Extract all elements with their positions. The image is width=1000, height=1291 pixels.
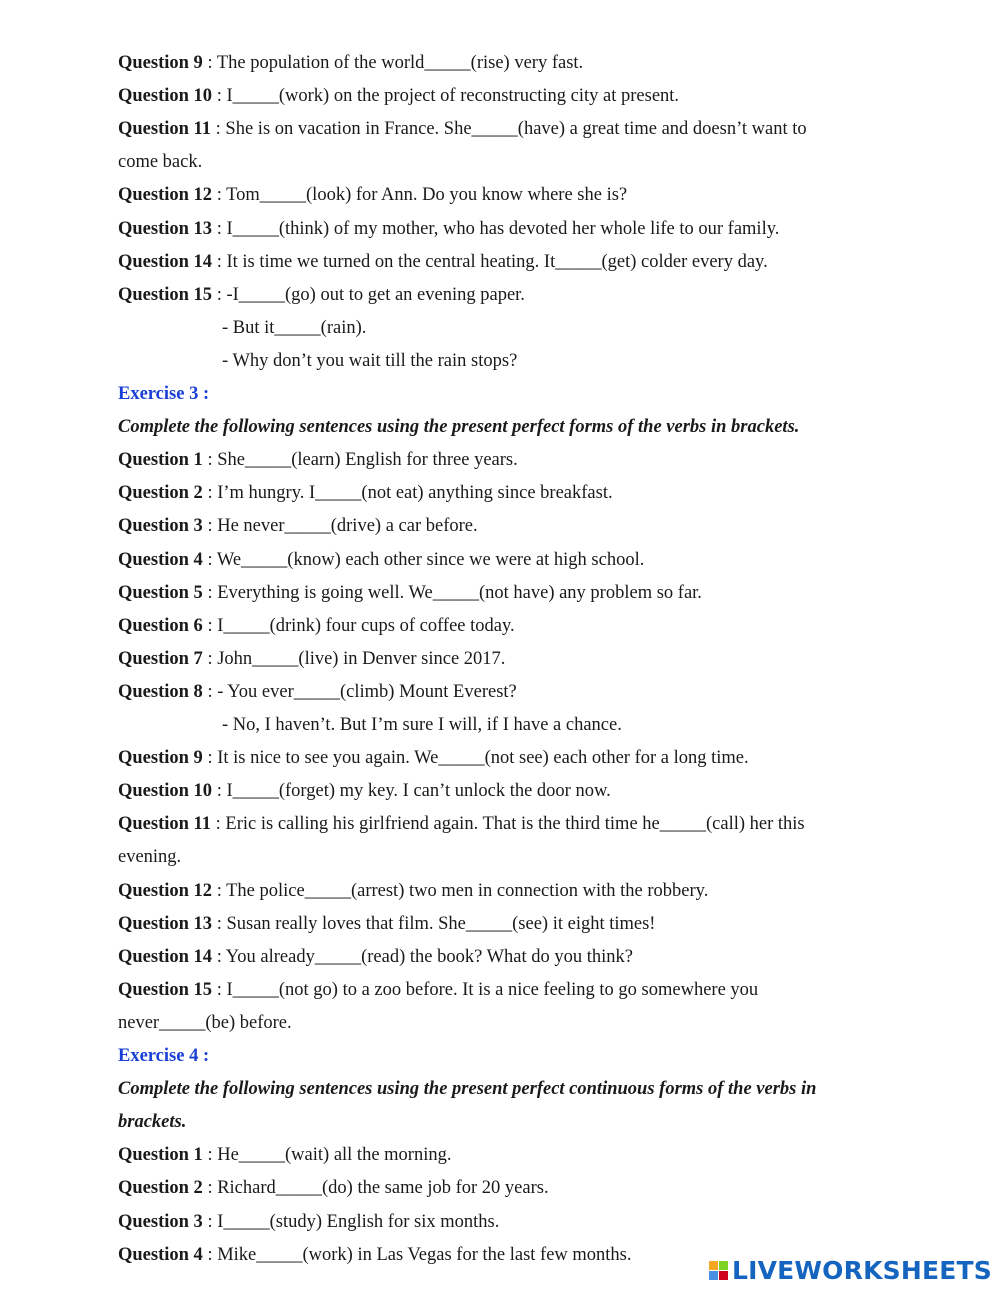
question-label: Question 10 — [118, 781, 213, 802]
question-label: Question 7 — [118, 648, 203, 669]
question-text: : Susan really loves that film. She_____(see) it eight times! — [212, 913, 656, 934]
question-line — [118, 809, 805, 839]
question-continuation — [222, 313, 366, 343]
question-label: Question 14 — [118, 946, 213, 967]
question-line — [118, 48, 583, 78]
question-text: : I_____(study) English for six months. — [202, 1211, 500, 1232]
question-line — [118, 445, 518, 475]
question-text: : It is time we turned on the central heating. It_____(get) colder every day. — [212, 251, 768, 272]
exercise-heading — [118, 379, 209, 409]
question-text: : You already_____(read) the book? What do you think? — [212, 946, 634, 967]
question-continuation — [118, 147, 202, 177]
brand-name: LIVEWORKSHEETS — [731, 1256, 992, 1285]
question-label: Question 15 — [118, 284, 213, 305]
exercise-instruction — [118, 1107, 186, 1137]
question-label: Question 9 — [118, 748, 203, 769]
logo-blocks-icon — [709, 1261, 728, 1280]
question-label: Question 1 — [118, 450, 203, 471]
exercise-instruction — [118, 412, 799, 442]
instruction-text: brackets. — [118, 1112, 187, 1133]
question-line — [118, 511, 478, 541]
question-label: Question 11 — [118, 814, 212, 835]
question-label: Question 3 — [118, 516, 203, 537]
question-line — [118, 611, 515, 641]
question-line — [118, 975, 758, 1005]
question-label: Question 12 — [118, 185, 213, 206]
question-text: come back. — [118, 152, 203, 173]
question-label: Question 9 — [118, 53, 203, 73]
question-text: : I_____(not go) to a zoo before. It is a nice feeling to go somewhere you — [212, 979, 759, 1000]
question-text: - No, I haven’t. But I’m sure I will, if I have a chance. — [222, 715, 622, 735]
question-line — [118, 677, 517, 707]
question-text: : I’m hungry. I_____(not eat) anything since breakfast. — [202, 483, 613, 504]
exercise-heading-text: Exercise 4 : — [118, 1046, 210, 1066]
question-text: : Richard_____(do) the same job for 20 years. — [202, 1178, 549, 1199]
question-continuation — [222, 710, 622, 740]
question-continuation — [118, 1008, 292, 1038]
question-text: : I_____(forget) my key. I can’t unlock the door now. — [212, 781, 611, 802]
question-label: Question 1 — [118, 1145, 203, 1166]
question-line — [118, 776, 611, 806]
question-text: - Why don’t you wait till the rain stops? — [222, 350, 518, 371]
question-line — [118, 545, 644, 575]
question-text: : Mike_____(work) in Las Vegas for the last few months. — [202, 1244, 632, 1265]
question-text: evening. — [118, 847, 182, 868]
question-text: : He_____(wait) all the morning. — [202, 1145, 452, 1166]
question-text: : It is nice to see you again. We_____(not see) each other for a long time. — [202, 748, 749, 769]
question-text: : She is on vacation in France. She_____(have) a great time and doesn’t want to — [211, 119, 807, 140]
question-label: Question 13 — [118, 218, 213, 239]
question-label: Question 5 — [118, 582, 203, 603]
question-label: Question 15 — [118, 979, 213, 1000]
logo-block — [709, 1261, 718, 1270]
question-label: Question 10 — [118, 86, 213, 107]
question-text: : We_____(know) each other since we were at high school. — [202, 549, 645, 570]
question-text: : Eric is calling his girlfriend again. That is the third time he_____(call) her this — [211, 814, 805, 835]
question-text: : She_____(learn) English for three years. — [202, 450, 518, 471]
question-text: : Tom_____(look) for Ann. Do you know where she is? — [212, 185, 628, 206]
question-line — [118, 1173, 549, 1203]
question-label: Question 2 — [118, 1178, 203, 1199]
question-text: : He never_____(drive) a car before. — [202, 516, 478, 537]
instruction-text: Complete the following sentences using the present perfect forms of the verbs in brackets. — [118, 417, 800, 438]
question-line — [118, 114, 807, 144]
exercise-heading — [118, 1041, 209, 1071]
question-continuation — [118, 842, 181, 872]
question-text: : -I_____(go) out to get an evening paper. — [212, 284, 525, 305]
question-line — [118, 1207, 499, 1237]
question-text: never_____(be) before. — [118, 1012, 292, 1033]
question-text: : I_____(work) on the project of reconstructing city at present. — [212, 86, 680, 107]
question-line — [118, 644, 505, 674]
question-text: : I_____(drink) four cups of coffee today. — [202, 615, 515, 636]
logo-block — [719, 1261, 728, 1270]
logo-block — [719, 1271, 728, 1280]
exercise-instruction — [118, 1074, 816, 1104]
question-line — [118, 180, 627, 210]
question-line — [118, 909, 655, 939]
question-text: : The population of the world_____(rise) very fast. — [202, 53, 584, 73]
question-line — [118, 743, 749, 773]
question-text: : - You ever_____(climb) Mount Everest? — [202, 681, 517, 702]
question-line — [118, 578, 702, 608]
question-label: Question 4 — [118, 549, 203, 570]
question-label: Question 11 — [118, 119, 212, 140]
question-label: Question 4 — [118, 1244, 203, 1265]
question-text: - But it_____(rain). — [222, 317, 367, 338]
exercise-heading-text: Exercise 3 : — [118, 384, 210, 404]
instruction-text: Complete the following sentences using the present perfect continuous forms of the verbs in — [118, 1079, 817, 1100]
question-label: Question 8 — [118, 681, 203, 702]
question-label: Question 3 — [118, 1211, 203, 1232]
question-label: Question 14 — [118, 251, 213, 272]
question-continuation — [222, 346, 517, 376]
question-label: Question 6 — [118, 615, 203, 636]
question-label: Question 2 — [118, 483, 203, 504]
question-line — [118, 1240, 632, 1270]
question-line — [118, 214, 779, 244]
question-line — [118, 942, 633, 972]
question-text: : The police_____(arrest) two men in connection with the robbery. — [212, 880, 709, 901]
question-line — [118, 280, 525, 310]
liveworksheets-logo — [709, 1256, 992, 1285]
question-line — [118, 876, 708, 906]
question-label: Question 13 — [118, 913, 213, 934]
question-line — [118, 1140, 451, 1170]
question-line — [118, 247, 768, 277]
question-line — [118, 81, 679, 111]
logo-block — [709, 1271, 718, 1280]
question-text: : John_____(live) in Denver since 2017. — [202, 648, 506, 669]
question-label: Question 12 — [118, 880, 213, 901]
question-text: : Everything is going well. We_____(not have) any problem so far. — [202, 582, 702, 603]
question-line — [118, 478, 613, 508]
question-text: : I_____(think) of my mother, who has devoted her whole life to our family. — [212, 218, 780, 239]
